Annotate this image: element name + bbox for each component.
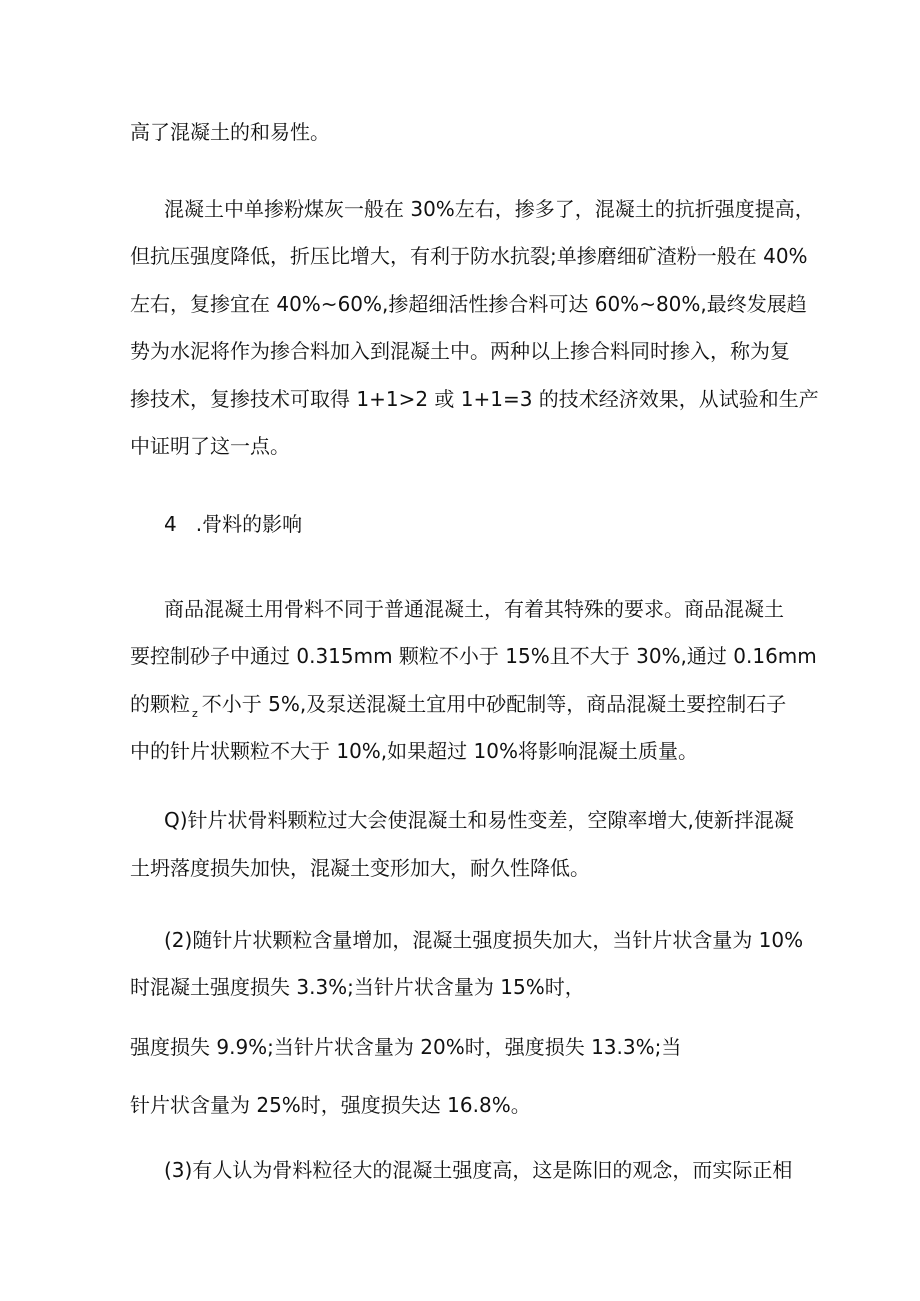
text-line: (3)有人认为骨料粒径大的混凝土强度高，这是陈旧的观念，而实际正相 (164, 1158, 793, 1182)
text-line: 要控制砂子中通过 0.315mm 颗粒不小于 15%且不大于 30%,通过 0.16mm (130, 644, 817, 668)
text-line: 中的针片状颗粒不大于 10%,如果超过 10%将影响混凝土质量。 (130, 739, 698, 763)
subscript-mark: z (192, 707, 198, 720)
text-line: (2)随针片状颗粒含量增加，混凝土强度损失加大，当针片状含量为 10% (164, 928, 804, 952)
text-line: 土坍落度损失加快，混凝土变形加大，耐久性降低。 (130, 856, 590, 880)
text-line: 针片状含量为 25%时，强度损失达 16.8%。 (130, 1093, 531, 1117)
text-fragment: 不小于 5%,及泵送混凝土宜用中砂配制等，商品混凝土要控制石子 (201, 692, 787, 716)
text-line (130, 690, 786, 718)
text-fragment: 的颗粒 (130, 692, 190, 716)
text-line: 掺技术，复掺技术可取得 1+1>2 或 1+1=3 的技术经济效果，从试验和生产 (130, 387, 819, 411)
text-line: 势为水泥将作为掺合料加入到混凝土中。两种以上掺合料同时掺入，称为复 (130, 339, 790, 363)
text-line: 左右，复掺宜在 40%~60%,掺超细活性掺合料可达 60%~80%,最终发展趋 (130, 292, 807, 316)
text-line: 商品混凝土用骨料不同于普通混凝土，有着其特殊的要求。商品混凝土 (164, 597, 784, 621)
text-line: Q)针片状骨料颗粒过大会使混凝土和易性变差，空隙率增大,使新拌混凝 (164, 808, 794, 832)
text-line: 高了混凝土的和易性。 (130, 120, 330, 144)
text-line: 时混凝土强度损失 3.3%;当针片状含量为 15%时， (130, 975, 585, 999)
section-heading: 4 .骨料的影响 (164, 512, 303, 536)
text-line: 但抗压强度降低，折压比增大，有利于防水抗裂;单掺磨细矿渣粉一般在 40% (130, 244, 808, 268)
text-line: 混凝土中单掺粉煤灰一般在 30%左右，掺多了，混凝土的抗折强度提高， (164, 197, 815, 221)
text-line: 强度损失 9.9%;当针片状含量为 20%时，强度损失 13.3%;当 (130, 1035, 682, 1059)
text-line: 中证明了这一点。 (130, 434, 290, 458)
